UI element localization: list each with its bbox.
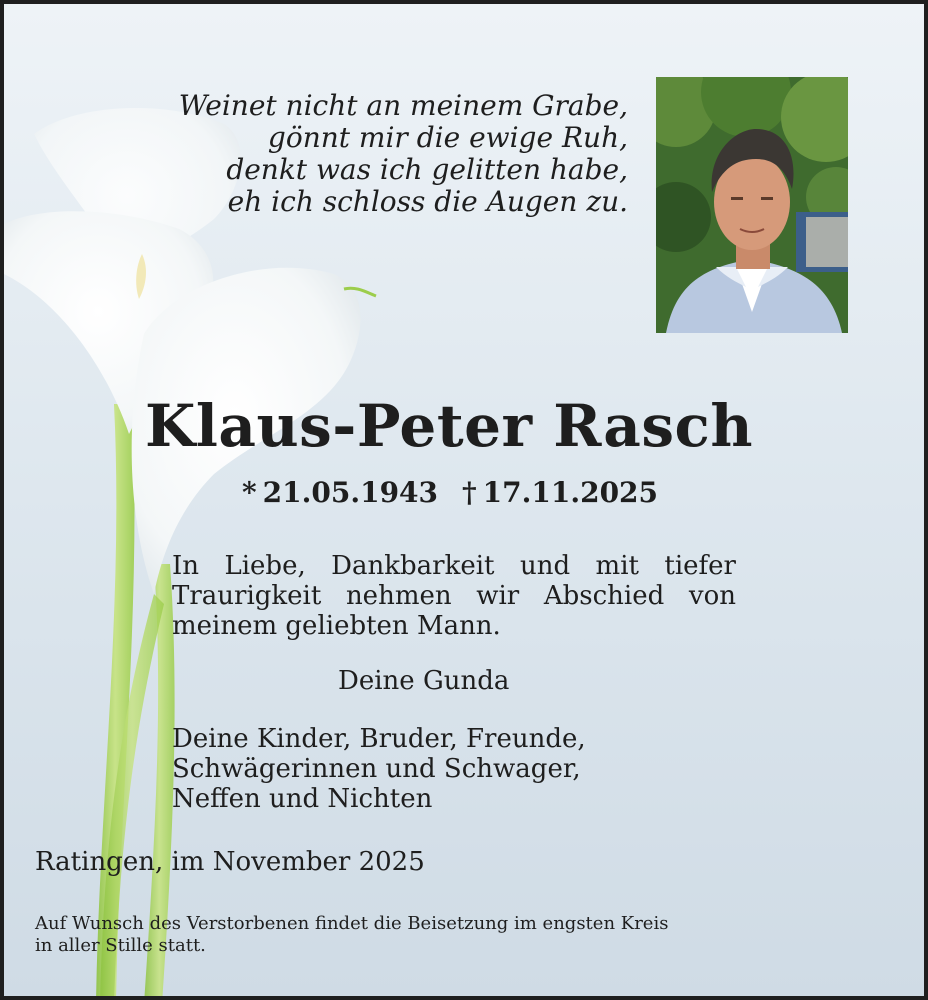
family-line: Deine Kinder, Bruder, Freunde, xyxy=(172,724,586,754)
poem-line: gönnt mir die ewige Ruh, xyxy=(267,121,628,154)
deceased-name: Klaus-Peter Rasch xyxy=(144,392,754,460)
birth-symbol: * xyxy=(242,476,257,509)
death-date: 17.11.2025 xyxy=(482,476,659,509)
farewell-text xyxy=(172,551,736,641)
farewell-line: In Liebe, Dankbarkeit und mit tiefer xyxy=(172,551,736,581)
family-list xyxy=(172,724,586,814)
farewell-line: Traurigkeit nehmen wir Abschied von xyxy=(172,581,736,611)
poem-line: Weinet nicht an meinem Grabe, xyxy=(178,89,628,122)
note-line: in aller Stille statt. xyxy=(35,935,206,956)
poem xyxy=(179,90,628,218)
death-symbol: † xyxy=(462,476,477,509)
note-line: Auf Wunsch des Verstorbenen findet die Beisetzung im engsten Kreis xyxy=(35,913,669,934)
signature: Deine Gunda xyxy=(338,666,510,696)
birth-date-group xyxy=(242,476,438,509)
poem-line: denkt was ich gelitten habe, xyxy=(226,153,628,186)
death-date-group xyxy=(462,476,658,509)
burial-note xyxy=(35,913,668,957)
family-line: Schwägerinnen und Schwager, xyxy=(172,754,581,784)
birth-date: 21.05.1943 xyxy=(262,476,439,509)
farewell-line: meinem geliebten Mann. xyxy=(172,611,501,641)
place-date: Ratingen, im November 2025 xyxy=(35,847,425,877)
portrait-photo xyxy=(656,77,848,333)
family-line: Neffen und Nichten xyxy=(172,784,433,814)
poem-line: eh ich schloss die Augen zu. xyxy=(227,185,628,218)
